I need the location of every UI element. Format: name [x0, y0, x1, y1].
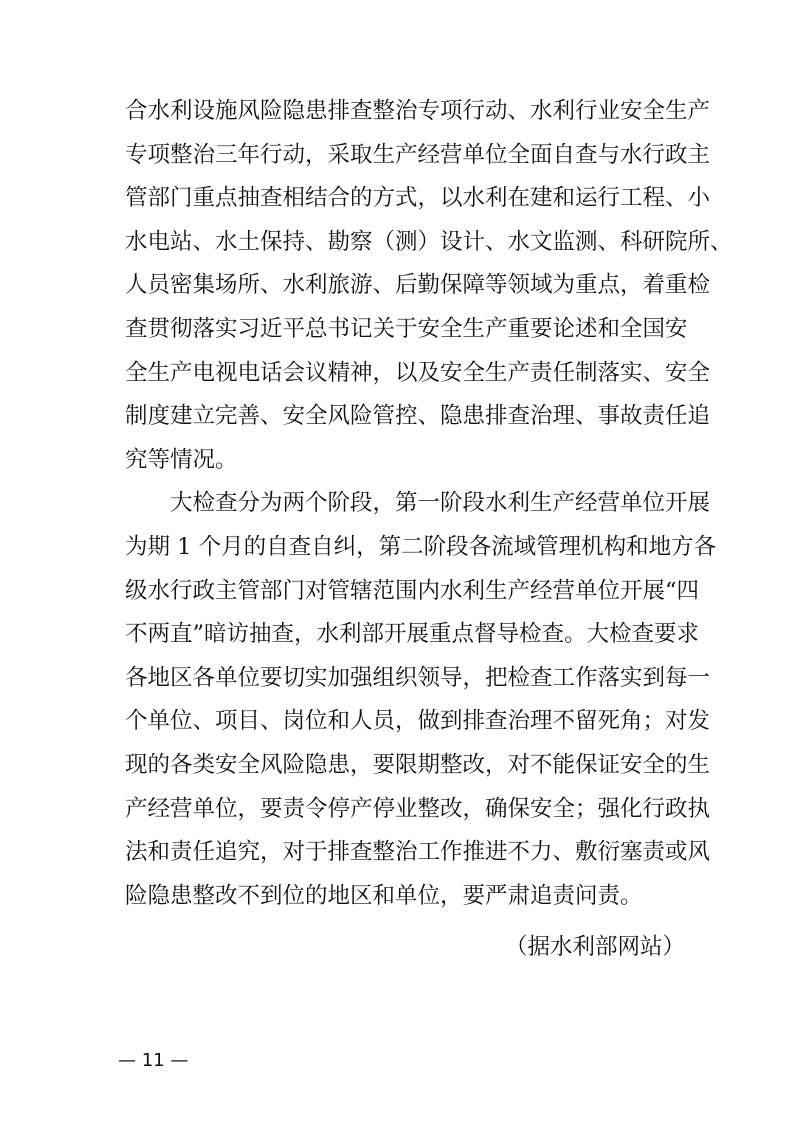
paragraph-line: 制度建立完善、安全风险管控、隐患排查治理、事故责任追 — [125, 403, 711, 430]
paragraph-line: 法和责任追究，对于排查整治工作推进不力、敷衍塞责或风 — [125, 839, 711, 866]
paragraph-line: 专项整治三年行动，采取生产经营单位全面自查与水行政主 — [125, 141, 711, 168]
paragraph-line: 水电站、水土保持、勘察（测）设计、水文监测、科研院所、 — [125, 228, 733, 255]
paragraph-line: 为期 1 个月的自查自纠，第二阶段各流域管理机构和地方各 — [125, 534, 717, 560]
paragraph-line: 险隐患整改不到位的地区和单位，要严肃追责问责。 — [125, 882, 643, 909]
paragraph-line: 不两直”暗访抽查，水利部开展重点督导检查。大检查要求 — [125, 621, 700, 648]
paragraph-line: 现的各类安全风险隐患，要限期整改，对不能保证安全的生 — [125, 752, 711, 778]
paragraph-line: 管部门重点抽查相结合的方式，以水利在建和运行工程、小 — [125, 185, 711, 212]
paragraph-line: 产经营单位，要责令停产停业整改，确保安全；强化行政执 — [125, 795, 711, 822]
paragraph-line: 合水利设施风险隐患排查整治专项行动、水利行业安全生产 — [125, 98, 711, 124]
paragraph-line: 查贯彻落实习近平总书记关于安全生产重要论述和全国安 — [125, 316, 688, 342]
source-attribution: （据水利部网站） — [504, 934, 685, 961]
paragraph-line: 各地区各单位要切实加强组织领导，把检查工作落实到每一 — [125, 664, 711, 691]
paragraph-line: 大检查分为两个阶段，第一阶段水利生产经营单位开展 — [170, 490, 711, 517]
paragraph-line: 级水行政主管部门对管辖范围内水利生产经营单位开展“四 — [125, 577, 700, 604]
page-number: — 11 — — [118, 1050, 189, 1071]
paragraph-line: 人员密集场所、水利旅游、后勤保障等领域为重点，着重检 — [125, 272, 711, 299]
paragraph-line: 个单位、项目、岗位和人员，做到排查治理不留死角；对发 — [125, 708, 711, 735]
paragraph-line: 究等情况。 — [125, 446, 238, 473]
paragraph-line: 全生产电视电话会议精神，以及安全生产责任制落实、安全 — [125, 359, 711, 386]
